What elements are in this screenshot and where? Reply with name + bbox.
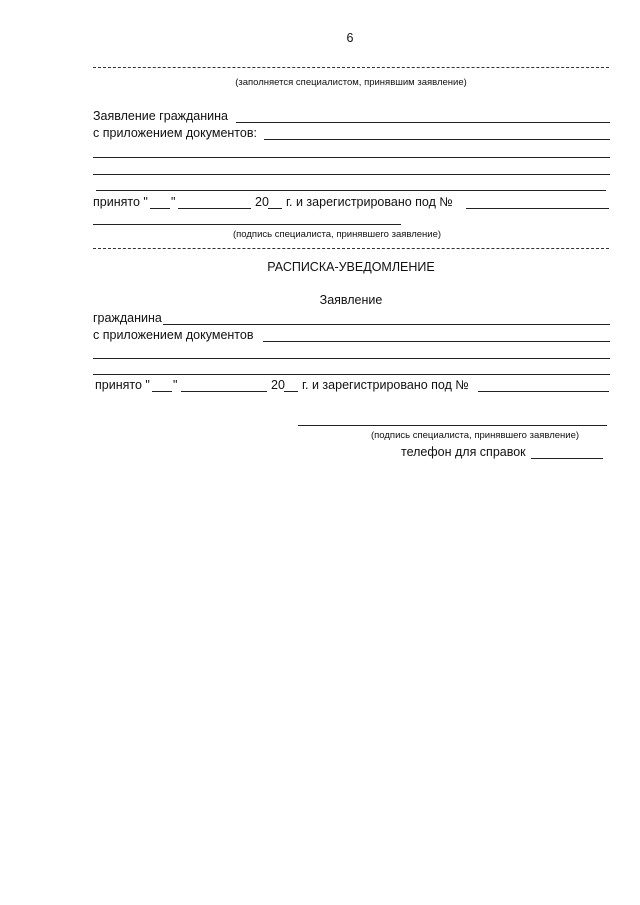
receipt-accepted-day-field[interactable] [152, 391, 172, 392]
accepted-year-field[interactable] [268, 208, 282, 209]
accepted-day-field[interactable] [150, 208, 170, 209]
receipt-quote-close: " [173, 378, 178, 392]
receipt-citizen-label: гражданина [93, 311, 162, 325]
receipt-attachments-label: с приложением документов [93, 328, 254, 342]
citizen-name-field[interactable] [236, 122, 610, 123]
receipt-signature-caption: (подпись специалиста, принявшего заявление) [371, 430, 580, 441]
application-label: Заявление гражданина [93, 109, 228, 123]
dashed-separator-bottom [93, 248, 609, 249]
receipt-subtitle: Заявление [319, 293, 383, 307]
blank-line-1[interactable] [93, 157, 610, 158]
receipt-registered-label: г. и зарегистрировано под № [302, 378, 469, 392]
receipt-accepted-year-field[interactable] [284, 391, 298, 392]
receipt-registration-number-field[interactable] [478, 391, 609, 392]
attachments-label: с приложением документов: [93, 126, 257, 140]
receipt-attachments-field[interactable] [263, 341, 610, 342]
year-prefix: 20 [255, 195, 269, 209]
phone-label: телефон для справок [401, 445, 526, 459]
accepted-label: принято " [93, 195, 148, 209]
receipt-title: РАСПИСКА-УВЕДОМЛЕНИЕ [267, 260, 435, 274]
receipt-accepted-label: принято " [95, 378, 150, 392]
registered-label: г. и зарегистрировано под № [286, 195, 453, 209]
receipt-signature-line[interactable] [298, 425, 607, 426]
specialist-signature-line[interactable] [93, 224, 401, 225]
blank-line-2[interactable] [93, 174, 610, 175]
phone-field[interactable] [531, 458, 603, 459]
attachments-field[interactable] [264, 139, 610, 140]
accepted-month-field[interactable] [178, 208, 251, 209]
blank-line-3[interactable] [96, 190, 606, 191]
receipt-citizen-field[interactable] [163, 324, 610, 325]
dashed-separator-top [93, 67, 609, 68]
page-number: 6 [346, 31, 354, 45]
registration-number-field[interactable] [466, 208, 609, 209]
filled-by-note: (заполняется специалистом, принявшим заявление) [235, 77, 467, 88]
quote-close: " [171, 195, 176, 209]
receipt-accepted-month-field[interactable] [181, 391, 267, 392]
receipt-blank-line-2[interactable] [93, 374, 610, 375]
receipt-blank-line-1[interactable] [93, 358, 610, 359]
signature-caption: (подпись специалиста, принявшего заявление) [233, 229, 442, 240]
receipt-year-prefix: 20 [271, 378, 285, 392]
